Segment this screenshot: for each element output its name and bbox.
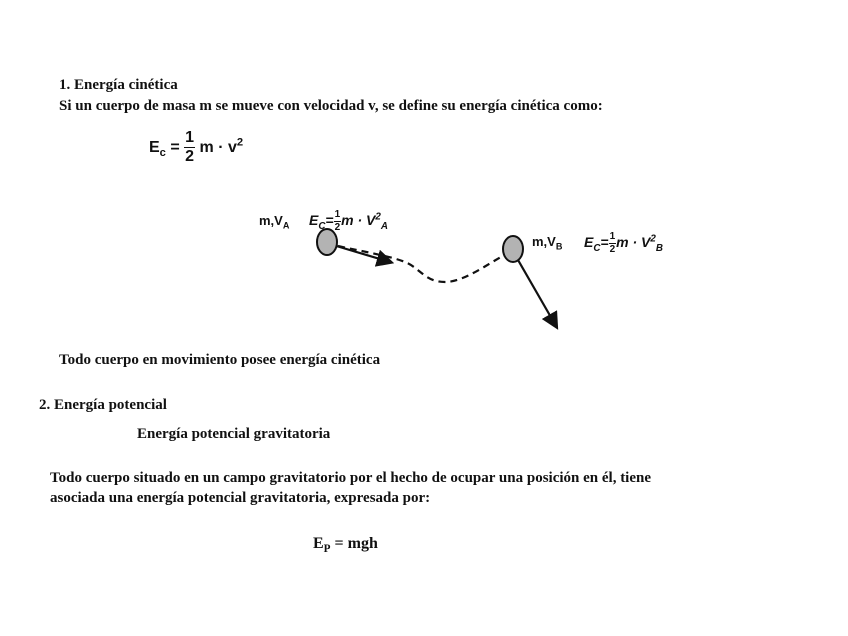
trajectory-path [338, 246, 510, 282]
potential-formula-lhs: E [313, 535, 324, 552]
potential-energy-text-line-1: Todo cuerpo situado en un campo gravitatorio por el hecho de ocupar una posición en él, tiene [50, 470, 652, 486]
body-a-label [259, 212, 289, 230]
body-b-energy-formula [584, 225, 663, 259]
body-b-ball [503, 236, 523, 262]
potential-formula-rhs: mgh [347, 535, 378, 552]
body-b-label-sub: B [555, 241, 563, 252]
body-a-energy-equals: = [325, 212, 334, 228]
body-a-label-sub: A [282, 220, 290, 231]
potential-formula-equals: = [334, 535, 344, 552]
body-b-energy-rhs-sup: 2 [650, 233, 656, 245]
body-a-energy-rhs: m · V [341, 212, 376, 228]
velocity-arrow-b [514, 253, 556, 326]
body-a-energy-lhs: E [309, 212, 319, 228]
potential-formula-lhs-sub: P [323, 543, 331, 556]
body-a-energy-rhs-sup: 2 [375, 211, 381, 223]
formula-rhs: m · v [199, 139, 237, 156]
body-b-energy-equals: = [600, 234, 609, 250]
body-a-energy-lhs-sub: C [318, 220, 326, 232]
kinetic-energy-definition: Si un cuerpo de masa m se mueve con velocidad v, se define su energía cinética como: [59, 98, 603, 114]
body-b-label [532, 233, 562, 251]
potential-energy-text-line-2: asociada una energía potencial gravitatoria, expresada por: [50, 490, 431, 506]
formula-lhs: E [149, 139, 160, 156]
fraction-numerator: 1 [185, 129, 195, 147]
body-a-fraction-den: 2 [334, 221, 341, 233]
formula-rhs-sup: 2 [236, 136, 244, 149]
kinetic-energy-conclusion: Todo cuerpo en movimiento posee energía cinética [59, 352, 381, 368]
velocity-arrow-a [333, 245, 390, 262]
body-a-label-text: m,V [259, 213, 283, 228]
section-2-heading: 2. Energía potencial [39, 397, 167, 413]
section-1-heading: 1. Energía cinética [59, 77, 178, 93]
body-b-label-text: m,V [532, 234, 556, 249]
body-b-fraction-den: 2 [609, 243, 616, 255]
body-a-energy-rhs-sub: A [380, 220, 388, 232]
section-2-subheading: Energía potencial gravitatoria [137, 426, 331, 442]
fraction-denominator: 2 [185, 148, 195, 166]
body-b-energy-lhs: E [584, 234, 594, 250]
potential-energy-formula [313, 535, 378, 556]
body-b-fraction-num: 1 [609, 230, 616, 242]
body-b-energy-rhs: m · V [616, 234, 651, 250]
body-b-energy-lhs-sub: C [593, 242, 601, 254]
formula-lhs-sub: c [159, 147, 166, 160]
body-b-energy-rhs-sub: B [655, 242, 663, 254]
formula-equals: = [170, 139, 180, 156]
body-a-fraction-num: 1 [334, 208, 341, 220]
body-a-energy-formula [309, 203, 388, 237]
